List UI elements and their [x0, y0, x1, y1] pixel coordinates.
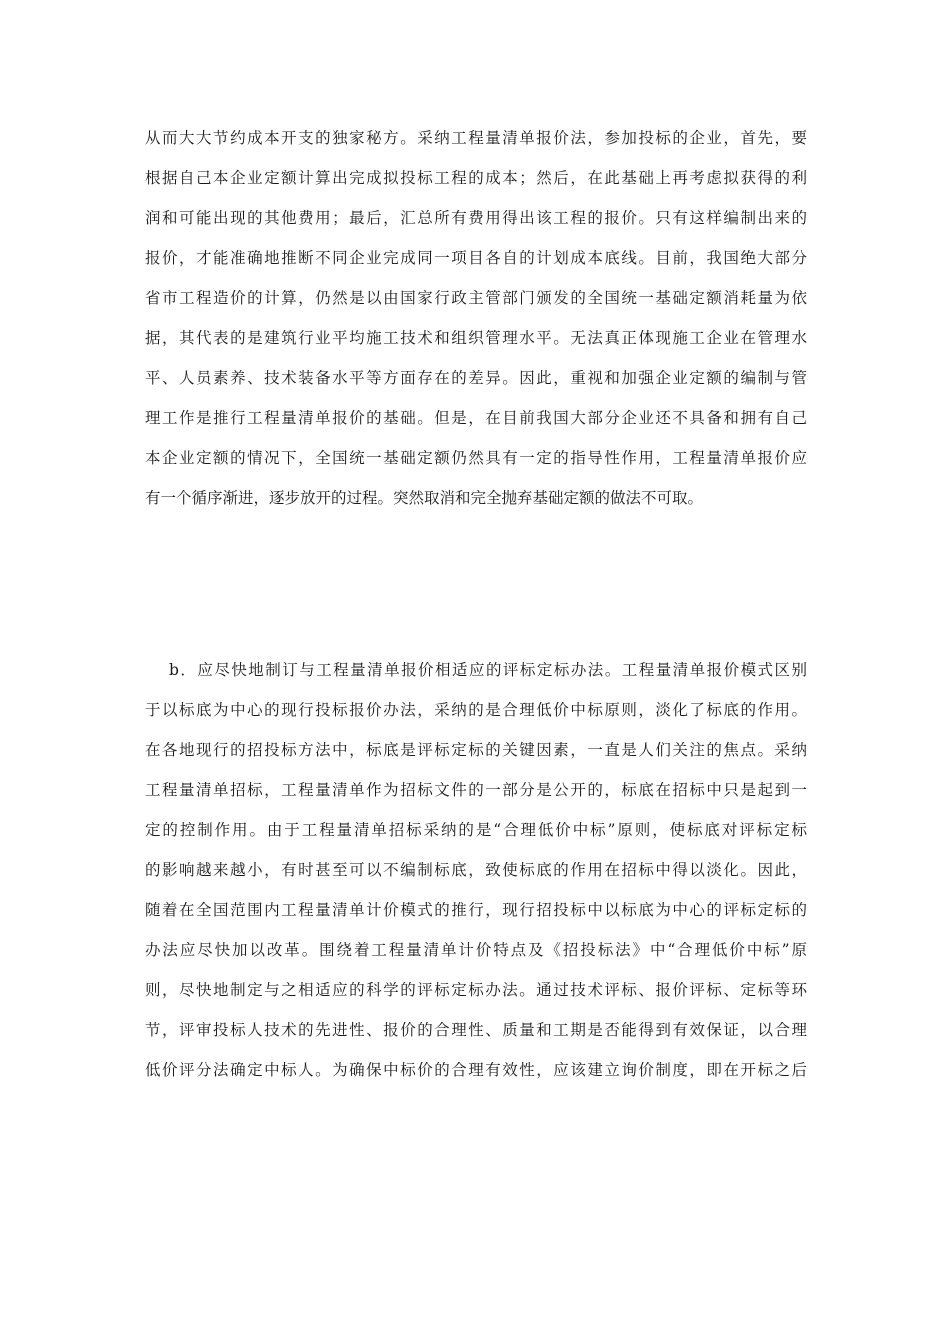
text-line: 办法应尽快加以改革。围绕着工程量清单计价特点及《招投标法》中“合理低价中标”原 — [145, 941, 807, 959]
text-line: 低价评分法确定中标人。为确保中标价的合理有效性，应该建立询价制度，即在开标之后 — [145, 1061, 807, 1079]
text-line: 从而大大节约成本开支的独家秘方。采纳工程量清单报价法，参加投标的企业，首先，要 — [145, 129, 807, 147]
text-line: 在各地现行的招投标方法中，标底是评标定标的关键因素，一直是人们关注的焦点。采纳 — [145, 741, 807, 759]
text-line: 节，评审投标人技术的先进性、报价的合理性、质量和工期是否能得到有效保证，以合理 — [145, 1021, 807, 1039]
text-line: 报价，才能准确地推断不同企业完成同一项目各自的计划成本底线。目前，我国绝大部分 — [145, 249, 807, 267]
text-line: 据，其代表的是建筑行业平均施工技术和组织管理水平。无法真正体现施工企业在管理水 — [145, 329, 807, 347]
text-line: 理工作是推行工程量清单报价的基础。但是，在目前我国大部分企业还不具备和拥有自己 — [145, 409, 807, 427]
text-line: 随着在全国范围内工程量清单计价模式的推行，现行招投标中以标底为中心的评标定标的 — [145, 901, 807, 919]
text-line: 省市工程造价的计算，仍然是以由国家行政主管部门颁发的全国统一基础定额消耗量为依 — [145, 289, 807, 307]
text-line: b．应尽快地制订与工程量清单报价相适应的评标定标办法。工程量清单报价模式区别 — [169, 661, 807, 679]
text-line: 工程量清单招标，工程量清单作为招标文件的一部分是公开的，标底在招标中只是起到一 — [145, 781, 807, 799]
text-line: 于以标底为中心的现行投标报价办法，采纳的是合理低价中标原则，淡化了标底的作用。 — [145, 701, 807, 719]
text-line: 润和可能出现的其他费用；最后，汇总所有费用得出该工程的报价。只有这样编制出来的 — [145, 209, 807, 227]
paragraph-bid-evaluation — [145, 650, 807, 1090]
text-line: 本企业定额的情况下，全国统一基础定额仍然具有一定的指导性作用，工程量清单报价应 — [145, 449, 807, 467]
text-line: 平、人员素养、技术装备水平等方面存在的差异。因此，重视和加强企业定额的编制与管 — [145, 369, 807, 387]
text-line: 的影响越来越小，有时甚至可以不编制标底，致使标底的作用在招标中得以淡化。因此， — [145, 861, 807, 879]
text-line: 有一个循序渐进，逐步放开的过程。突然取消和完全抛弃基础定额的做法不可取。 — [145, 489, 704, 507]
text-line: 根据自己本企业定额计算出完成拟投标工程的成本；然后，在此基础上再考虑拟获得的利 — [145, 169, 807, 187]
paragraph-cost-quota — [145, 118, 807, 518]
text-line: 定的控制作用。由于工程量清单招标采纳的是“合理低价中标”原则，使标底对评标定标 — [145, 821, 807, 839]
text-line: 则，尽快地制定与之相适应的科学的评标定标办法。通过技术评标、报价评标、定标等环 — [145, 981, 807, 999]
